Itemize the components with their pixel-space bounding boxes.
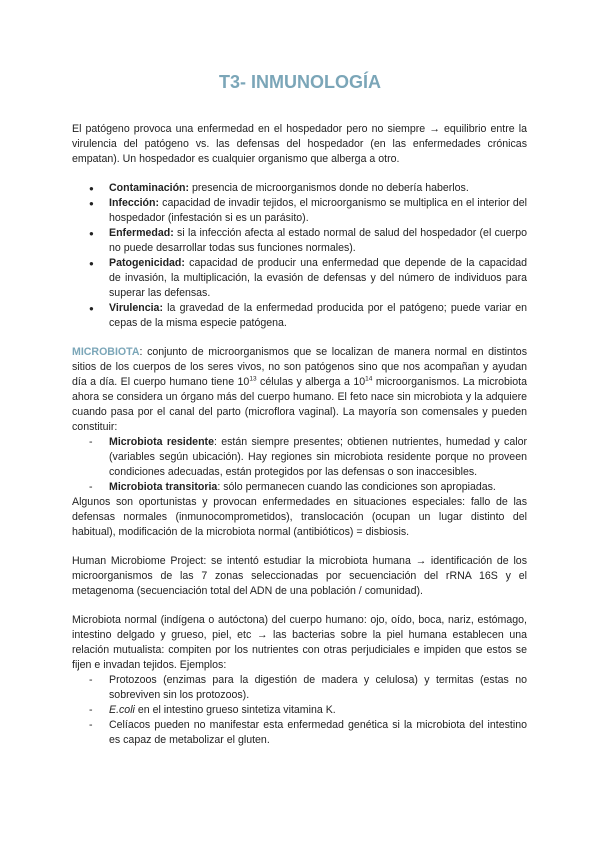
microbiota-paragraph <box>72 345 527 435</box>
definition-item <box>109 181 527 196</box>
definition-term: Contaminación <box>109 182 186 194</box>
definition-item <box>109 226 527 256</box>
definition-term: Patogenicidad <box>109 257 182 269</box>
exponent: 13 <box>249 375 257 383</box>
microbiota-text: microorganismos. La microbiota ahora se considera un órgano más del cuerpo humano. El feto nace sin microbiota y la adquiere cuando pasa por el canal del parto (microflora vaginal). La mayoría son comensales y pueden constituir: <box>72 376 528 433</box>
definition-term: Virulencia <box>109 302 160 314</box>
definition-separator: : <box>159 302 163 314</box>
definition-separator: : <box>185 182 190 194</box>
definition-text: la gravedad de la enfermedad producida por el patógeno; puede variar en cepas de la misma especie patógena. <box>109 302 527 329</box>
hmp-paragraph: Human Microbiome Project: se intentó estudiar la microbiota humana → identificación de los microorganismos de las 7 zonas seleccionadas por secuenciación del rRNA 16S y el metagenoma (secuenciación total del ADN de una población / comunidad). <box>72 555 527 597</box>
definition-text: capacidad de producir una enfermedad que depende de la capacidad de invasión, la multiplicación, la evasión de defensas y del número de individuos para superar las defensas. <box>109 257 527 299</box>
page-title: T3- INMUNOLOGÍA <box>219 72 381 92</box>
microbiota-type-text: : están siempre presentes; obtienen nutrientes, humedad y calor (variables según ubicación). Hay regiones sin microbiota residente porque no proveen condiciones adecuadas, están protegidos por las defensas o son inaccesibles. <box>109 436 527 478</box>
definition-text: si la infección afecta al estado normal de salud del hospedador (el cuerpo no puede desarrollar todas sus funciones normales). <box>109 227 527 254</box>
microbiota-type-item <box>109 480 527 495</box>
normal-microbiota-paragraph: Microbiota normal (indígena o autóctona) del cuerpo humano: ojo, oído, boca, nariz, estómago, intestino delgado y grueso, piel, etc → las bacterias sobre la piel humana establecen una relación mutualista: compiten por los nutrientes con otras perjudiciales e impiden que estos se fijen e invadan tejidos. Ejemplos: <box>72 614 527 671</box>
examples-list <box>72 673 527 748</box>
example-item <box>109 703 527 718</box>
microbiota-types-list <box>72 435 527 495</box>
microbiota-type-item <box>109 435 527 480</box>
microbiota-text: células y alberga a 10 <box>256 376 366 388</box>
definition-text: presencia de microorganismos donde no debería haberlos. <box>189 182 469 194</box>
definition-term: Infección <box>109 197 156 209</box>
definition-item <box>109 196 527 226</box>
definition-separator: : <box>181 257 185 269</box>
example-text: en el intestino grueso sintetiza vitamina K. <box>134 704 336 716</box>
microbiota-type-term: Microbiota residente <box>109 436 214 448</box>
microbiota-label: MICROBIOTA <box>72 346 140 358</box>
definition-separator: : <box>170 227 174 239</box>
example-item: - Celíacos pueden no manifestar esta enfermedad genética si la microbiota del intestino es capaz de metabolizar el gluten. <box>109 718 527 748</box>
example-item: - Protozoos (enzimas para la digestión de madera y celulosa) y termitas (estas no sobreviven sin los protozoos). <box>109 673 527 703</box>
definition-item <box>109 301 527 331</box>
definition-item <box>109 256 527 301</box>
example-term: E.coli <box>109 704 135 716</box>
definition-text: capacidad de invadir tejidos, el microorganismo se multiplica en el interior del hospedador (infestación si es un parásito). <box>109 197 527 224</box>
intro-paragraph: El patógeno provoca una enfermedad en el hospedador pero no siempre → equilibrio entre la virulencia del patógeno vs. las defensas del hospedador (en las enfermedades crónicas empatan). Un hospedador es cualquier organismo que alberga a otro. <box>72 123 527 165</box>
microbiota-text: : conjunto de microorganismos que se localizan de manera normal en distintos sitios de los cuerpos de los seres vivos, no son patógenos sino que nos acompañan y ayudan día a día. El cuerpo humano tiene 10 <box>72 346 527 388</box>
definition-separator: : <box>155 197 160 209</box>
definition-term: Enfermedad <box>109 227 171 239</box>
definitions-list <box>72 181 527 331</box>
opportunists-paragraph: Algunos son oportunistas y provocan enfermedades en situaciones especiales: fallo de las defensas normales (inmunocomprometidos), translocación (ocupan un lugar distinto del habitual), modificación de la microbiota normal (antibióticos) = disbiosis. <box>72 496 527 538</box>
document-body <box>72 122 527 748</box>
microbiota-type-text: : sólo permanecen cuando las condiciones son apropiadas. <box>217 481 496 493</box>
microbiota-type-term: Microbiota transitoria <box>109 481 218 493</box>
exponent: 14 <box>365 375 373 383</box>
